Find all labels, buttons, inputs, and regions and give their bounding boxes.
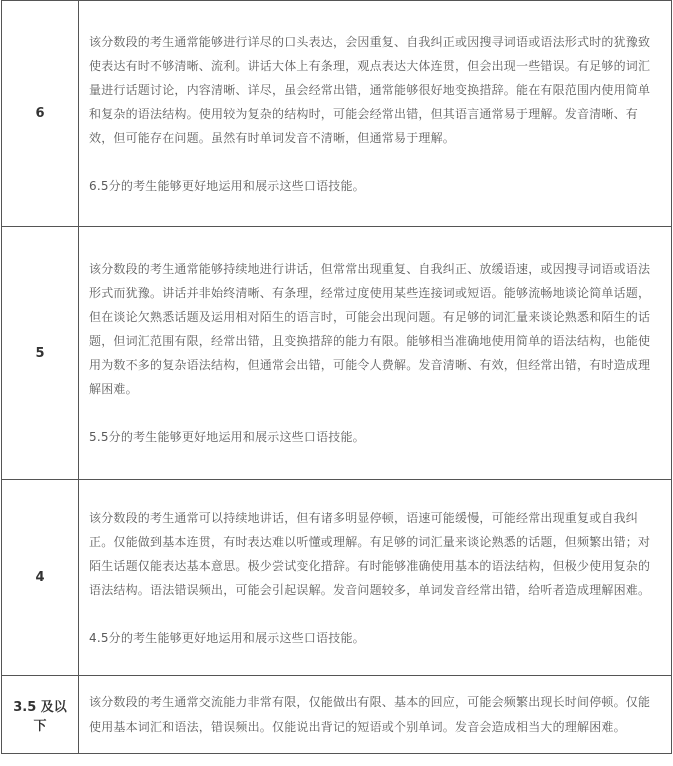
band-half-note: 5.5分的考生能够更好地运用和展示这些口语技能。 — [89, 430, 365, 444]
band-description-cell — [79, 1, 672, 227]
band-score: 6 — [2, 1, 79, 227]
band-description: 该分数段的考生通常能够进行详尽的口头表达，会因重复、自我纠正或因搜寻词语或语法形式时的犹豫致使表达有时不够清晰、流利。讲话大体上有条理，观点表达大体连贯，但会出现一些错误。有足够的词汇量进行话题讨论，内容清晰、详尽，虽会经常出错，通常能够很好地变换措辞。能在有限范围内使用简单和复杂的语法结构。使用较为复杂的结构时，可能会经常出错，但其语言通常易于理解。发音清晰、有效，但可能存在问题。虽然有时单词发音不清晰，但通常易于理解。 — [89, 34, 651, 145]
spacer — [89, 401, 661, 425]
table-row — [2, 227, 672, 480]
band-description: 该分数段的考生通常可以持续地讲话，但有诸多明显停顿，语速可能缓慢，可能经常出现重复或自我纠正。仅能做到基本连贯，有时表达难以听懂或理解。有足够的词汇量来谈论熟悉的话题，但频繁出错；对陌生话题仅能表达基本意思。极少尝试变化措辞。有时能够准确使用基本的语法结构，但极少使用复杂的语法结构。语法错误频出，可能会引起误解。发音问题较多，单词发音经常出错，给听者造成理解困难。 — [89, 510, 651, 597]
table-row — [2, 1, 672, 227]
band-description-cell — [79, 676, 672, 754]
spacer — [89, 602, 661, 626]
band-description: 该分数段的考生通常交流能力非常有限，仅能做出有限、基本的回应，可能会频繁出现长时间停顿。仅能使用基本词汇和语法，错误频出。仅能说出背记的短语或个别单词。发音会造成相当大的理解困难。 — [89, 694, 651, 734]
table-row — [2, 480, 672, 676]
band-half-note: 6.5分的考生能够更好地运用和展示这些口语技能。 — [89, 178, 365, 193]
band-descriptor-table — [1, 0, 672, 754]
band-description: 该分数段的考生通常能够持续地进行讲话，但常常出现重复、自我纠正、放缓语速，或因搜寻词语或语法形式而犹豫。讲话并非始终清晰、有条理，经常过度使用某些连接词或短语。能够流畅地谈论简单话题，但在谈论欠熟悉话题及运用相对陌生的语言时，可能会出现问题。有足够的词汇量来谈论熟悉和陌生的话题，但词汇范围有限，经常出错，且变换措辞的能力有限。能够相当准确地使用简单的语法结构，也能使用为数不多的复杂语法结构，但通常会出错，可能令人费解。发音清晰、有效，但经常出错，有时造成理解困难。 — [89, 262, 651, 396]
band-description-cell — [79, 480, 672, 676]
table-row — [2, 676, 672, 754]
spacer — [89, 150, 661, 174]
band-score: 3.5 及以下 — [2, 676, 79, 754]
band-score: 4 — [2, 480, 79, 676]
band-half-note: 4.5分的考生能够更好地运用和展示这些口语技能。 — [89, 630, 365, 645]
band-score: 5 — [2, 227, 79, 480]
band-description-cell — [79, 227, 672, 480]
